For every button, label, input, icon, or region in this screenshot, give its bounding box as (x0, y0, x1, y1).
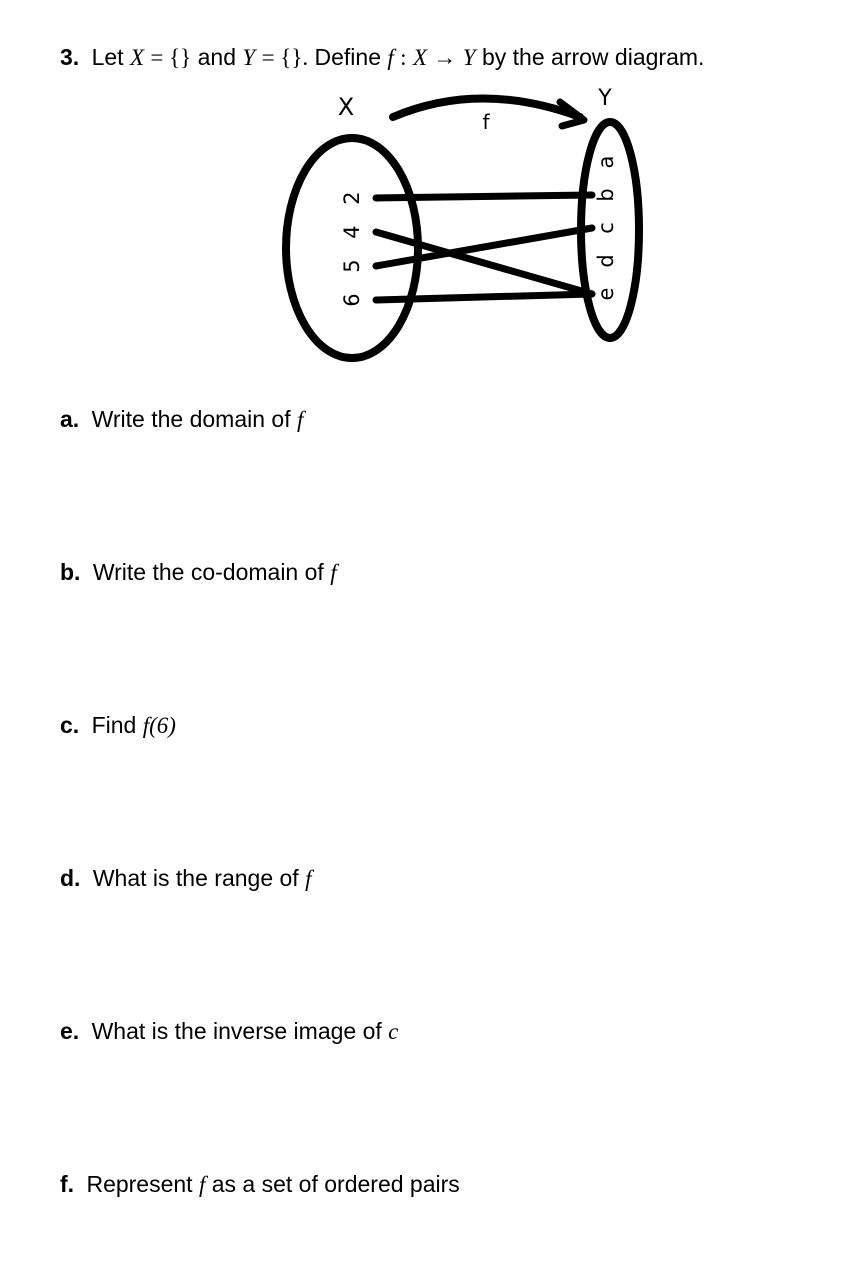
question-a-letter: a. (60, 406, 80, 432)
and-text: and (197, 44, 236, 70)
problem-number: 3. (60, 44, 80, 70)
empty-set-x: = {} (150, 45, 192, 70)
question-f-text-2: as a set of ordered pairs (211, 1171, 460, 1197)
set-x-oval (286, 138, 418, 358)
var-f: f (387, 45, 394, 70)
set-x-elements (340, 191, 364, 306)
question-a-var: f (296, 407, 304, 432)
question-e (60, 1018, 398, 1045)
set-y-label: Y (598, 86, 612, 111)
question-e-var: c (388, 1019, 399, 1044)
var-y: Y (242, 45, 256, 70)
var-x: X (129, 45, 145, 70)
mapping-lines (376, 195, 592, 300)
question-d-var: f (305, 866, 312, 891)
question-d (60, 865, 311, 892)
y-element-c: c (594, 222, 618, 234)
question-e-text: What is the inverse image of (91, 1018, 382, 1044)
question-f-text-1: Represent (86, 1171, 193, 1197)
x-element-4: 4 (340, 225, 364, 239)
empty-set-y: = {}. (261, 45, 309, 70)
question-e-letter: e. (60, 1018, 80, 1044)
var-y-2: Y (462, 45, 476, 70)
question-f (60, 1171, 460, 1198)
y-element-b: b (594, 188, 618, 202)
question-f-var: f (198, 1172, 206, 1197)
var-x-2: X (412, 45, 428, 70)
maps-arrow: → (433, 45, 457, 70)
function-label: f (482, 110, 490, 134)
y-element-e: e (594, 287, 618, 301)
question-c (60, 712, 176, 739)
let-text: Let (91, 44, 124, 70)
colon: : (400, 45, 407, 70)
question-f-letter: f. (60, 1171, 75, 1197)
question-b (60, 559, 337, 586)
x-element-2: 2 (340, 191, 364, 205)
arrow-diagram (0, 0, 844, 400)
x-element-5: 5 (340, 259, 364, 273)
y-element-d: d (594, 254, 618, 268)
y-element-a: a (594, 155, 618, 169)
question-a (60, 406, 303, 433)
question-c-text: Find (91, 712, 137, 738)
question-c-expr: f(6) (142, 713, 176, 738)
set-x-label: X (337, 93, 355, 121)
question-a-text: Write the domain of (91, 406, 291, 432)
question-b-text: Write the co-domain of (92, 559, 324, 585)
map-line-2-b (376, 195, 592, 198)
question-b-var: f (330, 560, 337, 585)
x-element-6: 6 (340, 293, 364, 307)
question-d-letter: d. (60, 865, 81, 891)
by-text: by the arrow diagram. (481, 44, 705, 70)
set-y-elements (594, 156, 618, 301)
question-d-text: What is the range of (92, 865, 299, 891)
question-b-letter: b. (60, 559, 81, 585)
question-c-letter: c. (60, 712, 80, 738)
define-text: Define (314, 44, 381, 70)
